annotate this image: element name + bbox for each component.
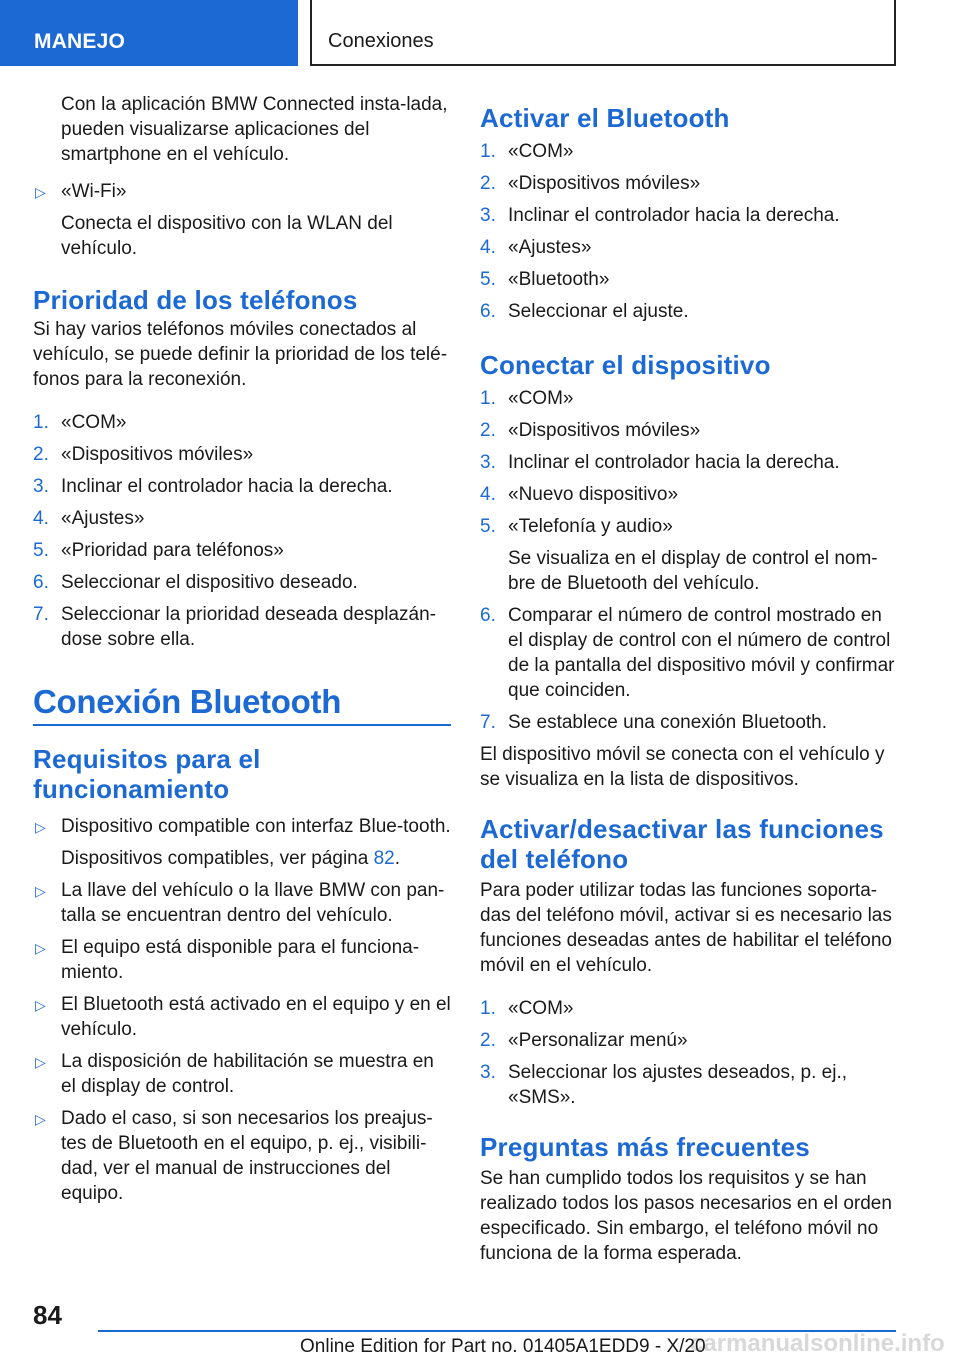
step-text: «Ajustes» xyxy=(61,508,145,529)
connect-steps xyxy=(480,386,898,735)
list-item xyxy=(480,996,898,1021)
step-text: «COM» xyxy=(508,141,574,162)
list-item xyxy=(480,1028,898,1053)
step-text: «Dispositivos móviles» xyxy=(508,173,701,194)
step-number: 6. xyxy=(33,572,49,593)
bullet-text: La llave del vehículo o la llave BMW con pan‐talla se encuentran dentro del vehículo. xyxy=(61,880,445,926)
note-end: . xyxy=(394,848,401,869)
bullet-text: La disposición de habilitación se muestra en el display de control. xyxy=(61,1051,434,1097)
functions-steps xyxy=(480,996,898,1110)
bluetooth-title: Conexión Bluetooth xyxy=(33,683,342,720)
step-note: Se visualiza en el display de control el nom‐bre de Bluetooth del vehículo. xyxy=(508,548,878,594)
step-text: «Bluetooth» xyxy=(508,269,610,290)
step-number: 7. xyxy=(480,712,496,733)
list-item xyxy=(33,935,451,985)
list-item xyxy=(480,710,898,735)
list-item xyxy=(33,1106,451,1206)
step-text: Inclinar el controlador hacia la derecha. xyxy=(61,476,393,497)
connect-body: El dispositivo móvil se conecta con el vehículo y se visualiza en la lista de dispositivos. xyxy=(480,744,885,790)
step-number: 1. xyxy=(480,388,496,409)
list-item xyxy=(33,570,451,595)
list-item xyxy=(480,482,898,507)
step-text: Seleccionar los ajustes deseados, p. ej., «SMS». xyxy=(508,1062,848,1108)
list-item xyxy=(33,442,451,467)
step-text: «Nuevo dispositivo» xyxy=(508,484,679,505)
list-item xyxy=(480,235,898,260)
step-number: 3. xyxy=(480,1062,496,1083)
note-text: Dispositivos compatibles, ver página xyxy=(61,848,374,869)
faq-body: Se han cumplido todos los requisitos y se han realizado todos los pasos necesarios en el orden especificado. Sin embargo, el teléfono móvil no funciona de la forma esperada. xyxy=(480,1168,892,1264)
step-number: 5. xyxy=(480,269,496,290)
triangle-bullet-icon: ▷ xyxy=(35,819,46,835)
step-number: 4. xyxy=(33,508,49,529)
faq-heading: Preguntas más frecuentes xyxy=(480,1132,810,1162)
title-divider xyxy=(33,724,451,726)
triangle-bullet-icon: ▷ xyxy=(35,997,46,1013)
list-item xyxy=(480,171,898,196)
list-item xyxy=(480,450,898,475)
page-number: 84 xyxy=(33,1300,62,1330)
step-number: 1. xyxy=(480,998,496,1019)
triangle-bullet-icon: ▷ xyxy=(35,1054,46,1070)
page-link[interactable]: 82 xyxy=(373,848,395,869)
functions-heading: Activar/desactivar las funciones del teléfono xyxy=(480,814,884,874)
step-number: 5. xyxy=(480,516,496,537)
list-item xyxy=(33,878,451,928)
edition-footer: Online Edition for Part no. 01405A1EDD9 - X/20 xyxy=(300,1336,706,1357)
page-header xyxy=(0,0,960,66)
step-number: 3. xyxy=(480,452,496,473)
step-number: 1. xyxy=(480,141,496,162)
step-text: «COM» xyxy=(61,412,127,433)
step-number: 6. xyxy=(480,605,496,626)
bullet-text: Dispositivo compatible con interfaz Blue‐tooth. xyxy=(61,816,451,837)
step-number: 4. xyxy=(480,237,496,258)
activate-heading: Activar el Bluetooth xyxy=(480,103,730,133)
list-item xyxy=(33,538,451,563)
list-item xyxy=(480,418,898,443)
chapter-tab[interactable]: MANEJO xyxy=(0,0,298,66)
list-item xyxy=(33,506,451,531)
list-item xyxy=(33,602,451,652)
step-text: Inclinar el controlador hacia la derecha. xyxy=(508,205,840,226)
step-text: «Ajustes» xyxy=(508,237,592,258)
step-text: Seleccionar el ajuste. xyxy=(508,301,689,322)
step-text: «Dispositivos móviles» xyxy=(508,420,701,441)
step-text: «Prioridad para teléfonos» xyxy=(61,540,284,561)
list-item xyxy=(33,814,451,871)
right-column xyxy=(480,92,898,1272)
step-number: 7. xyxy=(33,604,49,625)
priority-body: Si hay varios teléfonos móviles conectados al vehículo, se puede definir la prioridad de los telé‐fonos para la reconexión. xyxy=(33,319,448,390)
list-item xyxy=(480,386,898,411)
step-text: Seleccionar la prioridad deseada desplazán‐dose sobre ella. xyxy=(61,604,436,650)
triangle-bullet-icon: ▷ xyxy=(35,940,46,956)
list-item xyxy=(480,514,898,596)
step-number: 6. xyxy=(480,301,496,322)
step-text: «Telefonía y audio» xyxy=(508,516,673,537)
left-column xyxy=(33,92,451,1213)
section-title: Conexiones xyxy=(310,0,896,66)
functions-body: Para poder utilizar todas las funciones soporta‐das del teléfono móvil, activar si es necesario las funciones deseadas antes de habilitar el teléfono móvil en el vehículo. xyxy=(480,880,892,976)
priority-steps xyxy=(33,410,451,652)
step-number: 3. xyxy=(33,476,49,497)
list-item xyxy=(480,139,898,164)
priority-heading: Prioridad de los teléfonos xyxy=(33,285,358,315)
step-text: Inclinar el controlador hacia la derecha. xyxy=(508,452,840,473)
wifi-list xyxy=(33,179,451,261)
list-item xyxy=(480,1060,898,1110)
bullet-text: Dado el caso, si son necesarios los preajus‐tes de Bluetooth en el equipo, p. ej., visibili‐dad, ver el manual de instrucciones del equipo. xyxy=(61,1108,433,1204)
watermark: carmanualsonline.info xyxy=(690,1330,945,1357)
step-number: 1. xyxy=(33,412,49,433)
bullet-text: El equipo está disponible para el funciona‐miento. xyxy=(61,937,420,983)
step-text: «Dispositivos móviles» xyxy=(61,444,254,465)
bullet-note xyxy=(61,846,451,871)
activate-steps xyxy=(480,139,898,324)
triangle-bullet-icon: ▷ xyxy=(35,883,46,899)
list-item xyxy=(33,1049,451,1099)
step-number: 2. xyxy=(480,173,496,194)
step-number: 5. xyxy=(33,540,49,561)
step-text: «Personalizar menú» xyxy=(508,1030,688,1051)
step-number: 2. xyxy=(480,420,496,441)
step-number: 2. xyxy=(33,444,49,465)
wifi-description: Conecta el dispositivo con la WLAN del vehículo. xyxy=(61,213,393,259)
triangle-bullet-icon: ▷ xyxy=(35,1111,46,1127)
list-item xyxy=(480,603,898,703)
step-text: Se establece una conexión Bluetooth. xyxy=(508,712,828,733)
requirements-heading: Requisitos para el funcionamiento xyxy=(33,744,261,804)
step-text: Comparar el número de control mostrado en el display de control con el número de control de la pantalla del dispositivo móvil y confirmar que coinciden. xyxy=(508,605,895,701)
list-item xyxy=(33,410,451,435)
list-item xyxy=(33,992,451,1042)
list-item xyxy=(33,179,451,261)
intro-paragraph: Con la aplicación BMW Connected insta‐lada, pueden visualizarse aplicaciones del smartphone en el vehículo. xyxy=(61,94,448,165)
step-number: 2. xyxy=(480,1030,496,1051)
triangle-bullet-icon: ▷ xyxy=(35,184,46,200)
bullet-text: El Bluetooth está activado en el equipo y en el vehículo. xyxy=(61,994,451,1040)
connect-heading: Conectar el dispositivo xyxy=(480,350,771,380)
step-number: 4. xyxy=(480,484,496,505)
requirements-list xyxy=(33,814,451,1206)
step-text: «COM» xyxy=(508,998,574,1019)
step-number: 3. xyxy=(480,205,496,226)
step-text: «COM» xyxy=(508,388,574,409)
wifi-label: «Wi-Fi» xyxy=(61,181,127,202)
list-item xyxy=(480,267,898,292)
list-item xyxy=(33,474,451,499)
step-text: Seleccionar el dispositivo deseado. xyxy=(61,572,358,593)
list-item xyxy=(480,203,898,228)
list-item xyxy=(480,299,898,324)
